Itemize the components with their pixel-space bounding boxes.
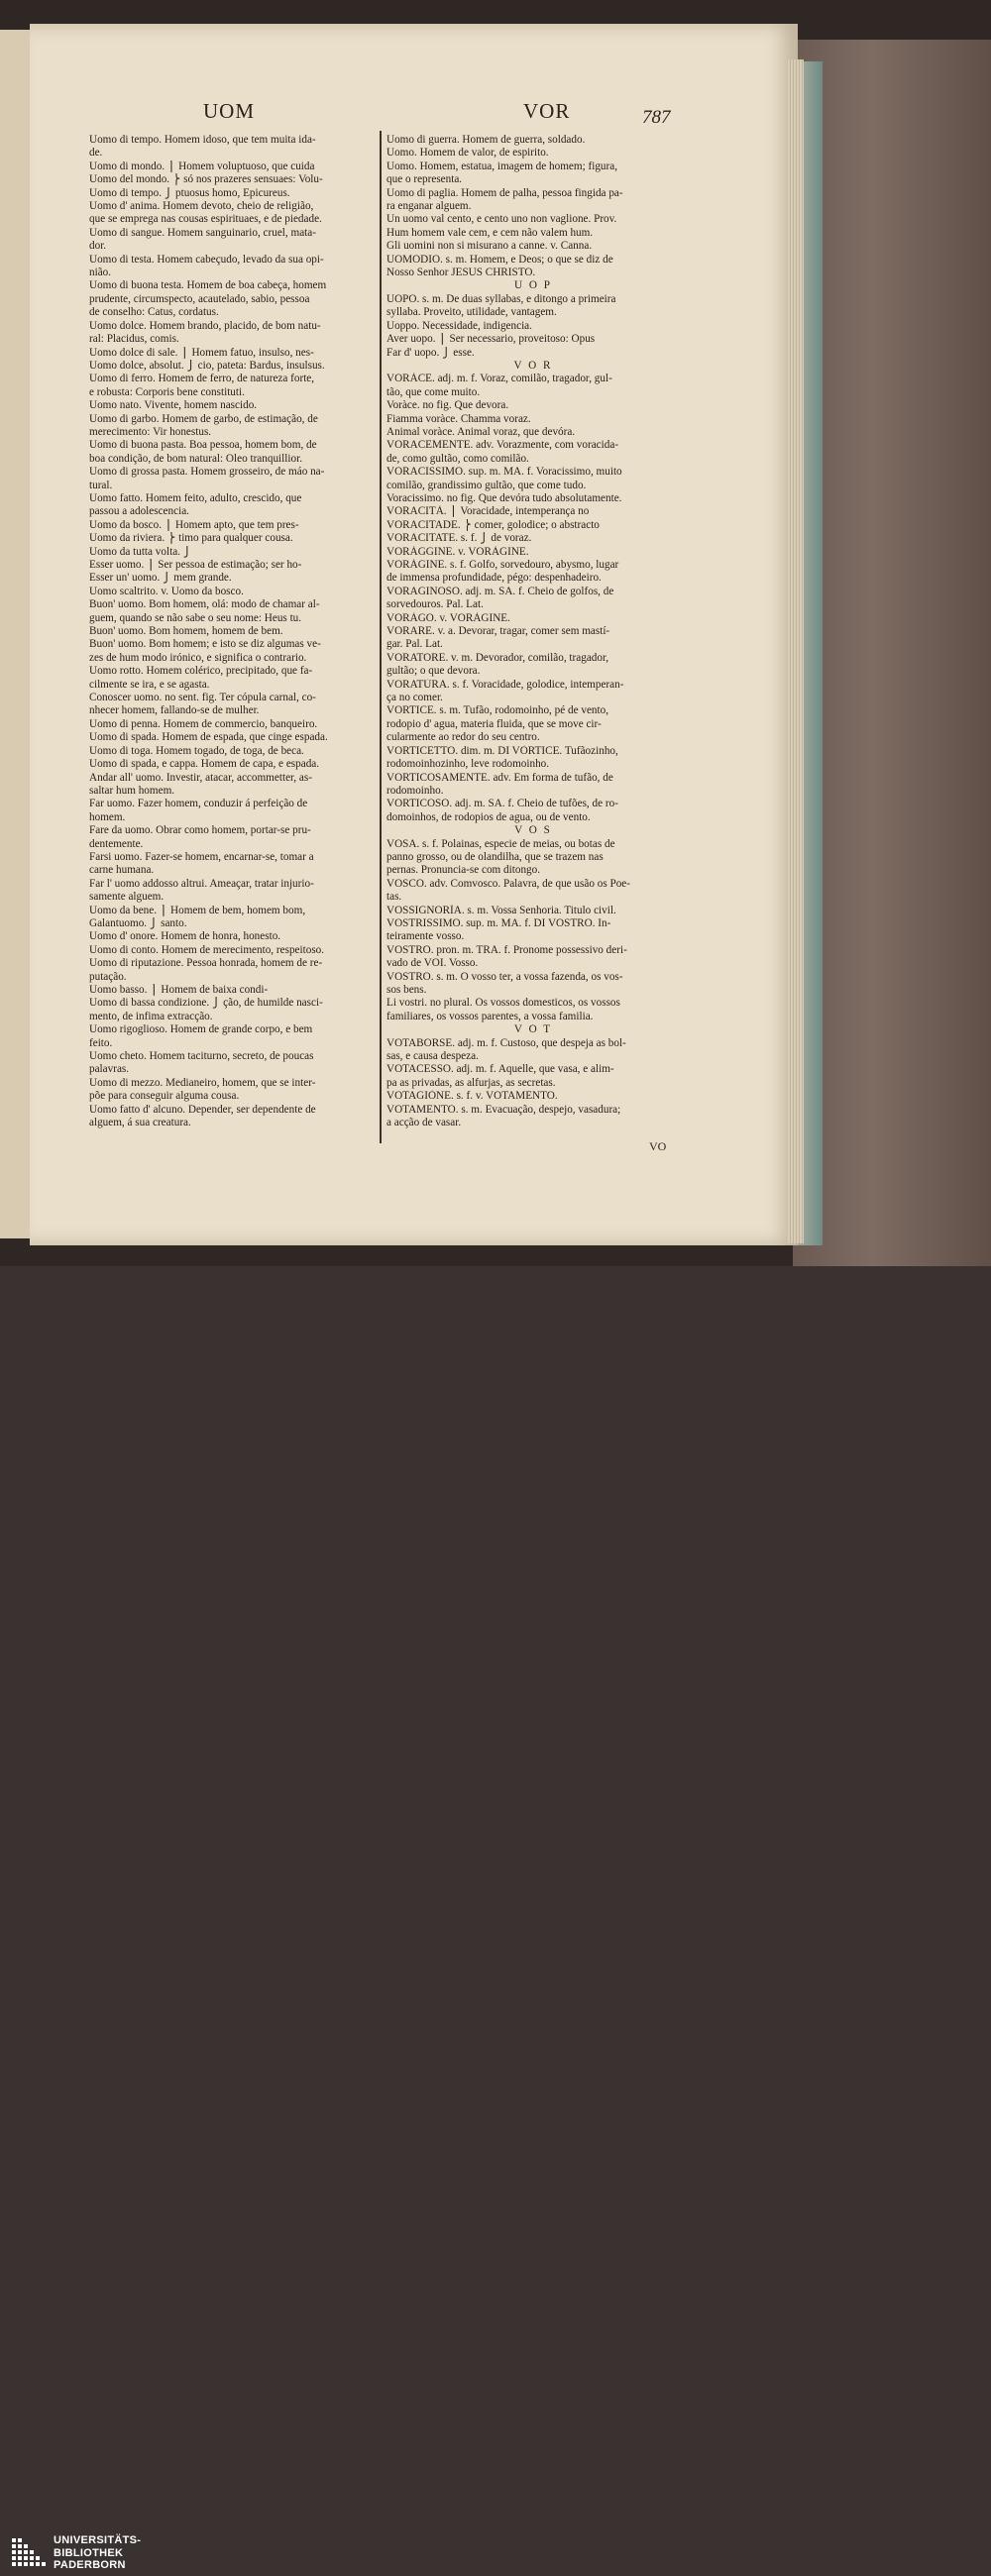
- dictionary-line: merecimento: Vir honestus.: [89, 425, 212, 438]
- page-edges: [788, 59, 804, 1243]
- dictionary-line: Uomo di spada. Homem de espada, que cinge espada.: [89, 731, 328, 744]
- running-head-right: VOR: [523, 99, 571, 123]
- dictionary-line: Uomo di buona testa. Homem de boa cabeça, homem: [89, 279, 327, 292]
- dictionary-line: Uomo di mezzo. Medianeiro, homem, que se inter-: [89, 1076, 316, 1089]
- dictionary-line: VOSTRO. s. m. O vosso ter, a vossa fazenda, os vos-: [386, 970, 623, 983]
- dictionary-line: prudente, circumspecto, acautelado, sabio, pessoa: [89, 292, 310, 305]
- dictionary-line: Uomo di conto. Homem de merecimento, respeitoso.: [89, 943, 325, 956]
- section-heading: V O S: [514, 824, 552, 837]
- dictionary-line: Buon' uomo. Bom homem; e isto se diz algumas ve-: [89, 638, 321, 651]
- dictionary-line: VORTICE. s. m. Tufão, rodomoinho, pé de vento,: [386, 704, 608, 717]
- dictionary-line: VORTICETTO. dim. m. DI VÒRTICE. Tufãozinho,: [386, 744, 618, 757]
- dictionary-line: que o representa.: [386, 173, 463, 186]
- dictionary-line: cilmente se ira, e se agasta.: [89, 678, 210, 691]
- dictionary-line: e robusta: Corporis bene constituti.: [89, 385, 245, 398]
- dictionary-line: carne humana.: [89, 864, 155, 877]
- dictionary-line: Uomo di ferro. Homem de ferro, de natureza forte,: [89, 373, 315, 385]
- dictionary-line: ral: Placidus, comis.: [89, 333, 179, 346]
- dictionary-line: Uomo di sangue. Homem sanguinario, cruel, mata-: [89, 226, 316, 239]
- dictionary-line: Andar all' uomo. Investir, atacar, accommetter, as-: [89, 771, 312, 784]
- dictionary-line: Uomo fatto. Homem feito, adulto, crescido, que: [89, 491, 302, 504]
- dictionary-line: rodomoinho.: [386, 784, 444, 797]
- dictionary-line: vado de VOI. Vosso.: [386, 957, 479, 970]
- dictionary-line: Fare da uomo. Obrar como homem, portar-se pru-: [89, 824, 311, 837]
- dictionary-line: de immensa profundidade, pégo: despenhadeiro.: [386, 572, 602, 585]
- dictionary-line: Buon' uomo. Bom homem, olá: modo de chamar al-: [89, 598, 320, 611]
- dictionary-line: UOPO. s. m. De duas syllabas, e ditongo a primeira: [386, 292, 616, 305]
- dictionary-line: syllaba. Proveito, utilidade, vantagem.: [386, 306, 557, 319]
- dictionary-line: VORATÙRA. s. f. Voracidade, golodice, intemperan-: [386, 678, 624, 691]
- dictionary-line: Uomo di mondo. ⎫ Homem voluptuoso, que cuida: [89, 160, 315, 172]
- dictionary-line: Uomo d' anima. Homem devoto, cheio de religião,: [89, 200, 314, 213]
- dictionary-line: Li vostri. no plural. Os vossos domesticos, os vossos: [386, 997, 620, 1010]
- dictionary-line: Uomo di paglia. Homem de palha, pessoa fingida pa-: [386, 186, 623, 199]
- dictionary-line: familiares, os vossos parentes, a vossa familia.: [386, 1010, 594, 1022]
- dictionary-line: Uomo di penna. Homem de commercio, banqueiro.: [89, 717, 318, 730]
- dictionary-line: Uomo nato. Vivente, homem nascido.: [89, 399, 258, 412]
- dictionary-line: Uomo. Homem de valor, de espirito.: [386, 147, 549, 160]
- dictionary-line: teiramente vosso.: [386, 930, 465, 943]
- logo-line-3: PADERBORN: [54, 2559, 126, 2571]
- dictionary-line: VORACITÀ. ⎫ Voracidade, intemperança no: [386, 505, 590, 518]
- section-heading: V O T: [513, 1023, 553, 1036]
- dictionary-line: Uomo di testa. Homem cabeçudo, levado da sua opi-: [89, 253, 324, 266]
- dictionary-line: Far l' uomo addosso altrui. Ameaçar, tratar injurio-: [89, 877, 314, 890]
- dictionary-line: VORACITATE. s. f. ⎭ de voraz.: [386, 532, 532, 545]
- dictionary-line: feito.: [89, 1036, 113, 1049]
- dictionary-line: dor.: [89, 240, 107, 253]
- dictionary-line: Voracissimo. no fig. Que devóra tudo absolutamente.: [386, 491, 622, 504]
- dictionary-line: sorvedouros. Pal. Lat.: [386, 598, 484, 611]
- dictionary-line: Uomo dolce. Homem brando, placido, de bom natu-: [89, 319, 321, 332]
- dictionary-line: Uomo da bene. ⎫ Homem de bem, homem bom,: [89, 904, 306, 916]
- dictionary-line: Nosso Senhor JESUS CHRISTO.: [386, 267, 536, 279]
- book-cover: [793, 40, 991, 1266]
- dictionary-line: nhecer homem, fallando-se de mulher.: [89, 704, 260, 717]
- dictionary-line: Uomo dolce, absolut. ⎭ cio, pateta: Bardus, insulsus.: [89, 359, 325, 372]
- dictionary-line: VOTACESSO. adj. m. f. Aquelle, que vasa, e alim-: [386, 1063, 614, 1076]
- dictionary-line: Uomo di tempo. Homem idoso, que tem muita ida-: [89, 134, 316, 146]
- dictionary-line: Fiamma voràce. Chamma voraz.: [386, 412, 531, 425]
- running-head-left: UOM: [203, 99, 256, 123]
- dictionary-line: Far d' uopo. ⎭ esse.: [386, 346, 475, 359]
- dictionary-line: Uomo di garbo. Homem de garbo, de estimação, de: [89, 412, 318, 425]
- dictionary-line: Uomo del mondo. ⎬ só nos prazeres sensuaes: Volu-: [89, 173, 323, 186]
- dictionary-line: Uomo di guerra. Homem de guerra, soldado.: [386, 134, 586, 146]
- dictionary-line: UOMODIO. s. m. Homem, e Deos; o que se diz de: [386, 253, 613, 266]
- dictionary-line: Uomo da tutta volta. ⎭: [89, 545, 192, 558]
- dictionary-line: guem, quando se não sabe o seu nome: Heus tu.: [89, 611, 302, 624]
- logo-line-1: UNIVERSITÄTS-: [54, 2534, 142, 2546]
- right-column: [386, 134, 680, 1129]
- dictionary-line: de, como gultão, como comilão.: [386, 452, 529, 465]
- dictionary-line: panno grosso, ou de olandilha, que se trazem nas: [386, 850, 604, 863]
- dictionary-line: pa as privadas, as alfurjas, as secretas.: [386, 1076, 556, 1089]
- dictionary-line: VOTAGIÒNE. s. f. v. VOTAMENTO.: [386, 1090, 558, 1103]
- dictionary-line: pernas. Pronuncia-se com ditongo.: [386, 864, 541, 877]
- dictionary-line: Uomo rotto. Homem colérico, precipitado, que fa-: [89, 665, 313, 678]
- dictionary-line: alguem, á sua creatura.: [89, 1117, 191, 1129]
- column-rule: [380, 131, 382, 1143]
- dictionary-line: zes de hum modo irónico, e significa o contrario.: [89, 651, 307, 664]
- dictionary-line: VORARE. v. a. Devorar, tragar, comer sem mastí-: [386, 625, 610, 638]
- dictionary-line: sos bens.: [386, 984, 427, 996]
- dictionary-line: Uomo di grossa pasta. Homem grosseiro, de máo na-: [89, 466, 325, 479]
- dictionary-line: Aver uopo. ⎫ Ser necessario, proveitoso: Opus: [386, 333, 596, 346]
- dictionary-line: dentemente.: [89, 837, 144, 850]
- dictionary-line: Uomo cheto. Homem taciturno, secreto, de poucas: [89, 1050, 314, 1063]
- dictionary-line: VORACITADE. ⎬ comer, golodice; o abstracto: [386, 518, 600, 531]
- dictionary-line: Uomo di buona pasta. Boa pessoa, homem bom, de: [89, 439, 317, 452]
- dictionary-line: domoinhos, de rodopios de agua, ou de vento.: [386, 810, 591, 823]
- dictionary-line: gultão; o que devora.: [386, 665, 481, 678]
- dictionary-line: VORÀGGINE. v. VORÀGINE.: [386, 545, 529, 558]
- dictionary-line: que se emprega nas cousas espirituaes, e de piedade.: [89, 213, 322, 226]
- catchword: VO: [649, 1139, 667, 1153]
- dictionary-line: Uomo da bosco. ⎫ Homem apto, que tem pres-: [89, 518, 299, 531]
- library-logo-icon: [12, 2536, 48, 2576]
- dictionary-line: VORÀCE. adj. m. f. Voraz, comilão, tragador, gul-: [386, 373, 612, 385]
- dictionary-line: rodopio d' agua, materia fluida, que se move cir-: [386, 717, 602, 730]
- dictionary-line: Buon' uomo. Bom homem, homem de bem.: [89, 625, 283, 638]
- dictionary-line: VORTICOSAMENTE. adv. Em forma de tufão, de: [386, 771, 613, 784]
- dictionary-line: Gli uomini non si misurano a canne. v. Canna.: [386, 240, 593, 253]
- dictionary-line: Uomo di spada, e cappa. Homem de capa, e espada.: [89, 758, 320, 771]
- dictionary-line: Un uomo val cento, e cento uno non vaglione. Prov.: [386, 213, 617, 226]
- dictionary-line: VORÀGINE. s. f. Golfo, sorvedouro, abysmo, lugar: [386, 559, 619, 571]
- dictionary-line: Uomo di tempo. ⎭ ptuosus homo, Epicureus.: [89, 186, 290, 199]
- dictionary-line: VORACEMENTE. adv. Vorazmente, com voracida-: [386, 439, 619, 452]
- dictionary-line: Hum homem vale cem, e cem não valem hum.: [386, 226, 594, 239]
- dictionary-line: Esser uomo. ⎫ Ser pessoa de estimação; ser ho-: [89, 559, 302, 571]
- dictionary-line: VOSA. s. f. Polainas, especie de meias, ou botas de: [386, 837, 615, 850]
- dictionary-line: Uoppo. Necessidade, indigencia.: [386, 319, 532, 332]
- dictionary-line: de conselho: Catus, cordatus.: [89, 306, 219, 319]
- dictionary-line: Farsi uomo. Fazer-se homem, encarnar-se, tomar a: [89, 850, 314, 863]
- library-logo-text: [54, 2534, 141, 2572]
- dictionary-line: Uomo da riviera. ⎬ timo para qualquer cousa.: [89, 532, 293, 545]
- dictionary-line: Uomo rigoglioso. Homem de grande corpo, e bem: [89, 1023, 313, 1036]
- dictionary-line: VORACISSIMO. sup. m. MA. f. Voracissimo, muito: [386, 466, 622, 479]
- left-column: [89, 134, 375, 1129]
- dictionary-line: VORATORE. v. m. Devorador, comilão, tragador,: [386, 651, 609, 664]
- dictionary-line: VOTAMENTO. s. m. Evacuação, despejo, vasadura;: [386, 1103, 621, 1116]
- dictionary-line: Uomo d' onore. Homem de honra, honesto.: [89, 930, 281, 943]
- dictionary-line: mento, de infima extracção.: [89, 1010, 213, 1022]
- dictionary-line: putação.: [89, 970, 127, 983]
- dictionary-line: passou a adolescencia.: [89, 505, 189, 518]
- logo-line-2: BIBLIOTHEK: [54, 2546, 124, 2559]
- dictionary-line: boa condição, de bom natural: Oleo tranquillior.: [89, 452, 302, 465]
- page-number: 787: [642, 107, 671, 128]
- dictionary-line: Uomo fatto d' alcuno. Depender, ser dependente de: [89, 1103, 316, 1116]
- dictionary-line: VOSCO. adv. Comvosco. Palavra, de que usão os Poe-: [386, 877, 630, 890]
- dictionary-line: tão, que come muito.: [386, 385, 481, 398]
- dictionary-line: homem.: [89, 810, 126, 823]
- dictionary-line: Galantuomo. ⎭ santo.: [89, 916, 187, 929]
- scanned-book-photo: [0, 0, 991, 1266]
- section-heading: U O P: [514, 279, 552, 292]
- dictionary-line: comilão, grandissimo gultão, que come tudo.: [386, 479, 587, 491]
- dictionary-line: põe para conseguir alguma cousa.: [89, 1090, 240, 1103]
- dictionary-line: Uomo di toga. Homem togado, de toga, de beca.: [89, 744, 304, 757]
- dictionary-line: Conoscer uomo. no sent. fig. Ter cópula carnal, co-: [89, 692, 316, 704]
- dictionary-line: nião.: [89, 267, 112, 279]
- dictionary-line: Far uomo. Fazer homem, conduzir á perfeição de: [89, 798, 308, 810]
- dictionary-line: VORAGINOSO. adj. m. SA. f. Cheio de golfos, de: [386, 585, 614, 597]
- dictionary-line: Esser un' uomo. ⎭ mem grande.: [89, 572, 232, 585]
- footer-bar: [0, 1266, 991, 2571]
- dictionary-line: gar. Pal. Lat.: [386, 638, 443, 651]
- dictionary-line: VOSTRISSIMO. sup. m. MA. f. DI VOSTRO. In-: [386, 916, 611, 929]
- dictionary-line: VOSTRO. pron. m. TRA. f. Pronome possessivo deri-: [386, 943, 627, 956]
- dictionary-line: Uomo di riputazione. Pessoa honrada, homem de re-: [89, 957, 323, 970]
- dictionary-line: ça no comer.: [386, 692, 443, 704]
- dictionary-line: de.: [89, 147, 103, 160]
- dictionary-line: samente alguem.: [89, 891, 165, 904]
- dictionary-line: VORTICOSO. adj. m. SA. f. Cheio de tufões, de ro-: [386, 798, 618, 810]
- dictionary-line: Uomo scaltrito. v. Uomo da bosco.: [89, 585, 244, 597]
- dictionary-line: Uomo. Homem, estatua, imagem de homem; figura,: [386, 160, 618, 172]
- dictionary-line: saltar hum homem.: [89, 784, 175, 797]
- section-heading: V O R: [513, 359, 553, 372]
- dictionary-line: cularmente ao redor do seu centro.: [386, 731, 540, 744]
- dictionary-line: VOTABORSE. adj. m. f. Custoso, que despeja as bol-: [386, 1036, 626, 1049]
- dictionary-line: sas, e causa despeza.: [386, 1050, 479, 1063]
- dictionary-line: tural.: [89, 479, 113, 491]
- dictionary-line: ra enganar alguem.: [386, 200, 472, 213]
- dictionary-line: Uomo basso. ⎫ Homem de baixa condi-: [89, 984, 269, 996]
- dictionary-line: a acção de vasar.: [386, 1117, 462, 1129]
- dictionary-line: palavras.: [89, 1063, 130, 1076]
- dictionary-line: Voràce. no fig. Que devora.: [386, 399, 509, 412]
- dictionary-line: Uomo di bassa condizione. ⎭ ção, de humilde nasci-: [89, 997, 323, 1010]
- dictionary-line: Animal voràce. Animal voraz, que devóra.: [386, 425, 576, 438]
- dictionary-line: VORÀGO. v. VORÀGINE.: [386, 611, 510, 624]
- dictionary-line: rodomoinhozinho, leve rodomoinho.: [386, 758, 550, 771]
- dictionary-line: Uomo dolce di sale. ⎫ Homem fatuo, insulso, nes-: [89, 346, 314, 359]
- dictionary-line: VOSSIGNORÌA. s. m. Vossa Senhoria. Titulo civil.: [386, 904, 616, 916]
- dictionary-line: tas.: [386, 891, 402, 904]
